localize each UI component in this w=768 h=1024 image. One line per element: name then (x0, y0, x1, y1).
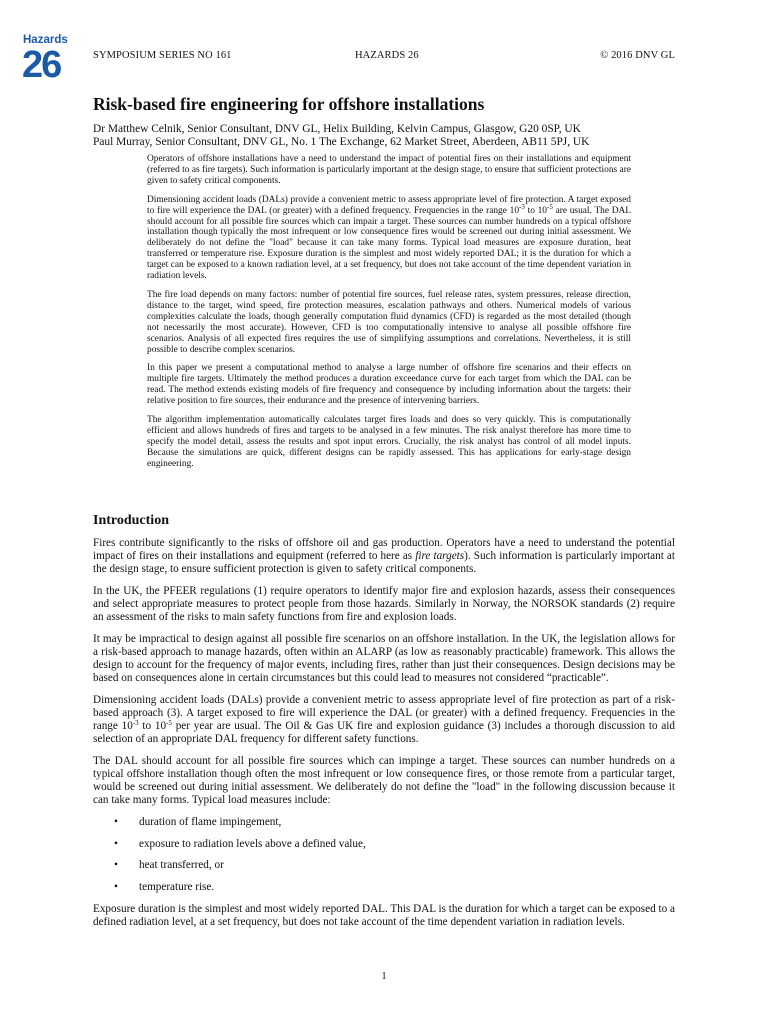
intro-paragraph-2: In the UK, the PFEER regulations (1) require operators to identify major fire and explosion hazards, assess their consequences and select appropriate measures to protect people from those hazards. Similarly in Norway, the NORSOK standards (2) require an assessment of the risks to main safety functions from fire and explosion loads. (93, 585, 675, 623)
abstract-p2-text-b: to 10 (524, 205, 547, 216)
author-list (93, 123, 683, 149)
intro-paragraph-3: It may be impractical to design against all possible fire scenarios on an offshore installation. In the UK, the legislation allows for a risk-based approach to manage hazards, often within an ALARP (as low as reasonably practicable) framework. This allows the design to account for the frequency of major events, including fires, rather than just their consequences. Design decisions may be based on consequences alone in certain circumstances but this could lead to measures not considered “practicable”. (93, 633, 675, 684)
abstract-p2-exponent-1: -3 (519, 202, 525, 211)
intro-p4-exponent-2: -5 (166, 719, 172, 727)
intro-p4-text-b: to 10 (138, 720, 167, 732)
logo-graphic (22, 32, 74, 78)
abstract-p2-exponent-2: -5 (547, 202, 553, 211)
author-2: Paul Murray, Senior Consultant, DNV GL, No. 1 The Exchange, 62 Market Street, Aberdeen, AB11 5PJ, UK (93, 136, 590, 148)
hazards-26-logo (22, 32, 74, 78)
intro-p4-exponent-1: -3 (132, 719, 139, 727)
abstract (147, 154, 631, 478)
header-conference: HAZARDS 26 (355, 50, 419, 61)
abstract-paragraph-3: The fire load depends on many factors: number of potential fire sources, fuel release rates, system pressures, release direction, distance to the target, wind speed, fire protection measures, escalation pathways and others. Numerical models of various complexities calculate the loads, though generally computation fluid dynamics (CFD) is regarded as the most detailed (though not necessarily the most accurate). However, CFD is too computationally intensive to analyse all possible offshore fire scenarios. Analysis of all expected fires requires the use of simplifying assumptions and correlations. Nevertheless, it is still possible to describe complex scenarios. (147, 289, 631, 355)
logo-word: Hazards (23, 34, 68, 46)
list-item: • temperature rise. (139, 881, 675, 894)
list-item: • heat transferred, or (139, 859, 675, 872)
intro-paragraph-1 (93, 537, 675, 576)
header-series: SYMPOSIUM SERIES NO 161 (93, 50, 232, 61)
paper-title: Risk-based fire engineering for offshore installations (93, 94, 485, 114)
intro-p4-text-a: Dimensioning accident loads (DALs) provide a convenient metric to assess appropriate level of fire protection as part of a risk-based approach (3). A target exposed to fire will experience the DAL (or greater) with a defined frequency. Frequencies in the range 10 (93, 694, 675, 732)
section-heading: Introduction (93, 513, 169, 528)
load-measures-list (93, 816, 675, 894)
intro-paragraph-5: The DAL should account for all possible fire sources which can impinge a target. These sources can number hundreds on a typical offshore installation though often the most infrequent or low consequence fires, or those remote from a particular target, would be screened out during initial assessment. We deliberately do not define the "load" in the following discussion because it can take many forms. Typical load measures include: (93, 755, 675, 806)
intro-p1-text-b: ). Such information is particularly important at the design stage, to ensure sufficient protection is given to safety critical components. (93, 550, 675, 575)
intro-paragraph-6: Exposure duration is the simplest and most widely reported DAL. This DAL is the duration for which a target can be exposed to a defined radiation level, at a set frequency, but does not take account of the time dependent variation in radiation levels. (93, 902, 675, 928)
list-item: • exposure to radiation levels above a defined value, (139, 838, 675, 851)
page-number: 1 (381, 971, 387, 982)
intro-paragraph-4 (93, 694, 675, 746)
intro-p1-emphasis: fire targets (415, 550, 465, 562)
abstract-paragraph-2 (147, 195, 631, 282)
introduction-section (93, 514, 675, 938)
intro-p1-text-a: Fires contribute significantly to the risks of offshore oil and gas production. Operators have a need to understand the potential impact of fires on their installations and equipment (referred to here as (93, 537, 675, 562)
abstract-p2-text-a: Dimensioning accident loads (DALs) provide a convenient metric to assess appropriate level of fire protection. A target exposed to fire will experience the DAL (or greater) with a defined frequency. Frequencies in the range 10 (147, 194, 631, 216)
abstract-paragraph-5: The algorithm implementation automatically calculates target fires loads and does so very quickly. This is computationally efficient and allows hundreds of fires and targets to be analysed in a few minutes. The risk analyst therefore has more time to specify the model detail, assess the results and spot input errors. Crucially, the risk analyst has control of all model inputs. Because the simulations are quick, different designs can be rapidly assessed. This has applications for early-stage design engineering. (147, 415, 631, 469)
abstract-paragraph-1: Operators of offshore installations have a need to understand the impact of potential fires on their installations and equipment (referred to as fire targets). Such information is particularly important at the design stage, to ensure that sufficient protections are given to safety critical components. (147, 154, 631, 186)
list-item: • duration of flame impingement, (139, 816, 675, 829)
header-copyright: © 2016 DNV GL (600, 50, 675, 61)
abstract-paragraph-4: In this paper we present a computational method to analyse a large number of offshore fire scenarios and their effects on multiple fire targets. Ultimately the method produces a duration exceedance curve for each target from which the DAL can be read. The method extends existing models of fire frequency and consequence by including information about the targets: their relative position to fire sources, their endurance and the presence of intervening barriers. (147, 363, 631, 407)
logo-number: 26 (22, 44, 61, 78)
abstract-p2-text-c: are usual. The DAL should account for all possible fire sources which can impair a target. These sources can number hundreds on a typical offshore installation though typically the most infrequent or low consequence fires would be screened out during initial assessment. We deliberately do not define the "load" because it can take many forms. Typical load measures are exposure duration, heat transferred or temperature rise. Exposure duration is the simplest and most widely reported DAL; it is the duration for which a target can be exposed to a known radiation level, at a set frequency, but does not take account of the time dependent variation in radiation levels. (147, 205, 632, 282)
intro-p4-text-c: per year are usual. The Oil & Gas UK fire and explosion guidance (3) includes a thorough discussion to aid selection of an appropriate DAL frequency for different safety functions. (93, 720, 675, 745)
author-1: Dr Matthew Celnik, Senior Consultant, DNV GL, Helix Building, Kelvin Campus, Glasgow, G20 0SP, UK (93, 123, 581, 135)
